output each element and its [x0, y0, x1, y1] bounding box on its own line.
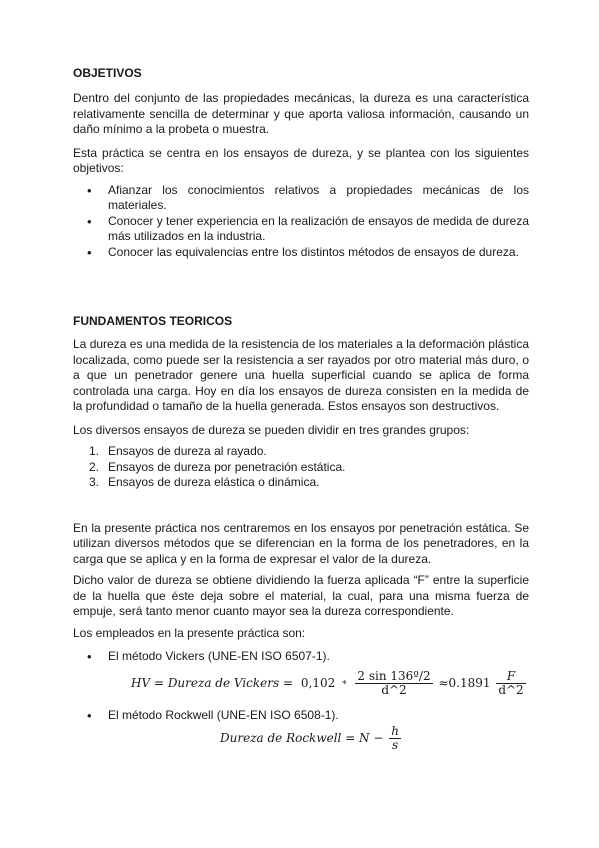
- objetivos-list: [73, 183, 529, 261]
- formula-fraction-2: [496, 670, 525, 697]
- list-item: [73, 444, 529, 460]
- fundamentos-paragraph-5: Los empleados en la presente práctica son:: [73, 625, 306, 640]
- formula-approx: ≈0.1891: [438, 675, 491, 690]
- objetivos-heading: OBJETIVOS: [73, 66, 142, 80]
- item-text: Ensayos de dureza al rayado.: [108, 444, 267, 458]
- methods-list-2: [73, 708, 529, 724]
- fundamentos-heading: FUNDAMENTOS TEORICOS: [73, 314, 233, 328]
- fundamentos-paragraph-4: Dicho valor de dureza se obtiene dividiendo la fuerza aplicada “F” entre la superficie de la huella que éste deja sobre el material, la cual, para una misma fuerza de empuje, será tanto menor cuanto mayor sea la dureza correspondiente.: [73, 573, 529, 618]
- formula-lhs: Dureza de Rockwell = N −: [220, 731, 384, 745]
- item-number: 2.: [89, 459, 100, 474]
- formula-multiply: *: [342, 679, 347, 690]
- list-item: [73, 475, 529, 491]
- formula-fraction: [389, 725, 401, 752]
- list-item: • El método Vickers (UNE-EN ISO 6507-1).: [73, 649, 529, 665]
- fraction-numerator: h: [391, 724, 399, 738]
- list-item: • El método Rockwell (UNE-EN ISO 6508-1).: [73, 708, 529, 724]
- methods-list: [73, 649, 529, 665]
- objetivos-paragraph-2: Esta práctica se centra en los ensayos de dureza, y se plantea con los siguientes objetivos:: [73, 145, 529, 175]
- groups-list: [73, 444, 529, 491]
- list-item: • Conocer las equivalencias entre los distintos métodos de ensayos de dureza.: [73, 245, 529, 261]
- formula-lhs: HV = Dureza de Vickers =: [131, 675, 294, 690]
- fundamentos-paragraph-2: Los diversos ensayos de dureza se pueden dividir en tres grandes grupos:: [73, 422, 470, 437]
- fundamentos-paragraph-3: En la presente práctica nos centraremos en los ensayos por penetración estática. Se utilizan diversos métodos que se diferencian en la forma de los penetradores, en la carga que se aplica y en la forma de expresar el valor de la dureza.: [73, 520, 529, 566]
- list-item: [73, 460, 529, 476]
- item-number: 1.: [89, 444, 100, 458]
- fundamentos-paragraph-1: La dureza es una medida de la resistencia de los materiales a la deformación plástica localizada, como puede ser la resistencia a ser rayados por otro material más duro, o a que un penetrador genere una huella superficial cuando se aplica de forma controlada una carga. Hoy en día los ensayos de dureza consisten en la medida de la profundidad o tamaño de la huella generada. Estos ensayos son destructivos.: [73, 337, 529, 413]
- item-text: Ensayos de dureza elástica o dinámica.: [108, 475, 320, 489]
- document-content: [73, 66, 529, 757]
- objetivos-paragraph-1: Dentro del conjunto de las propiedades mecánicas, la dureza es una característica relativamente sencilla de determinar y que aporta valiosa información, causando un daño mínimo a la probeta o muestra.: [73, 91, 529, 136]
- fraction-numerator: 2 sin 136º/2: [357, 668, 431, 683]
- fraction-numerator: F: [496, 670, 525, 684]
- item-text: Ensayos de dureza por penetración estática.: [108, 459, 346, 474]
- formula-fraction-1: [355, 670, 432, 697]
- fraction-denominator: d^2: [381, 682, 407, 697]
- item-number: 3.: [89, 475, 100, 489]
- vickers-formula: [131, 670, 529, 702]
- rockwell-formula: [220, 725, 529, 757]
- fraction-denominator: s: [392, 738, 399, 752]
- list-item: • Afianzar los conocimientos relativos a propiedades mecánicas de los materiales.: [73, 183, 529, 214]
- formula-coefficient: 0,102: [300, 675, 336, 690]
- fraction-denominator: d^2: [498, 682, 524, 697]
- list-item: • Conocer y tener experiencia en la realización de ensayos de medida de dureza más utilizados en la industria.: [73, 214, 529, 245]
